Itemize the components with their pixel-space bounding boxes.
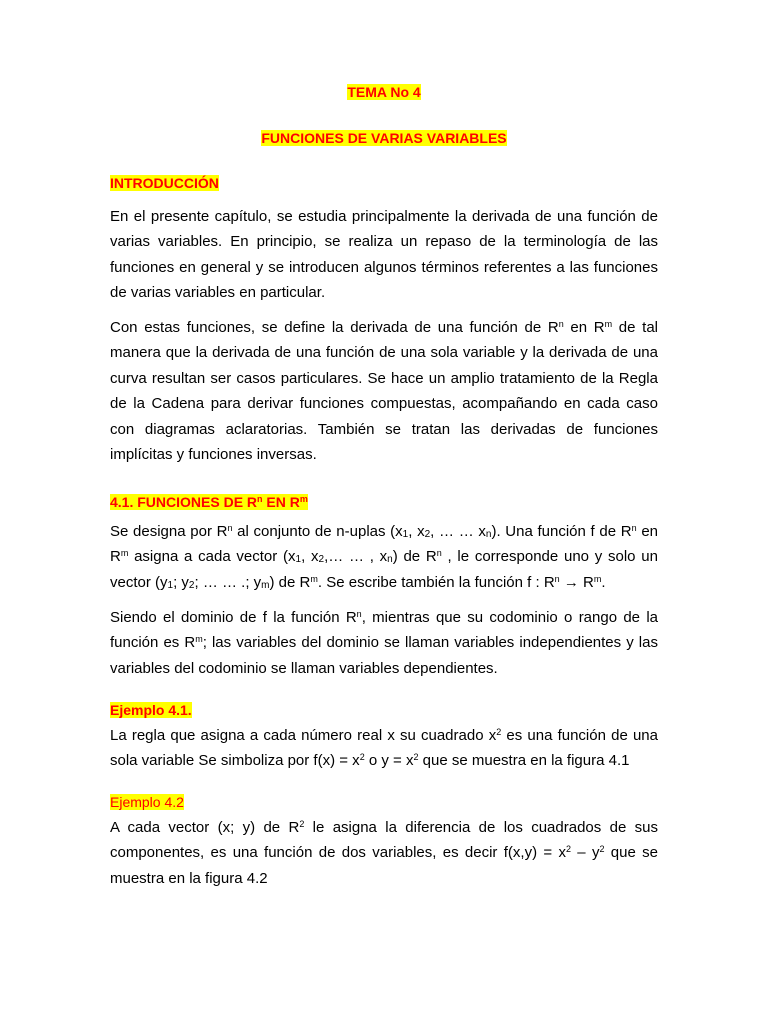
intro-heading-line: [110, 175, 658, 193]
section-41-text-1: Se designa por $R^n$ al conjunto de n-uplas ($x_1$, $x_2$, … … $x_n$). Una función f de $R^n$ en $R^m$ asigna a cada vector ($x_1$, $x_2,\dots$ … , $x_n$) de $R^n$ , le corresponde uno y solo un vector ($y_1$; $y_2$; … … .; $y_m$) de $R^m$. Se escribe también la función f : $R^n \to R^m$.: [110, 523, 659, 591]
ejemplo-41-heading: Ejemplo 4.1.: [110, 702, 192, 718]
ejemplo-42-heading-line: [110, 794, 658, 812]
ejemplo-41-paragraph: [110, 723, 658, 774]
section-41-text-2: Siendo el dominio de f la función $R^n$, mientras que su codominio o rango de la función es $R^m$; las variables del dominio se llaman variables independientes y las variables del codominio se llaman variables dependientes.: [110, 609, 658, 677]
intro-text-1: En el presente capítulo, se estudia principalmente la derivada de una función de varias variables. En principio, se realiza un repaso de la terminología de las funciones en general y se introducen algunos términos referentes a las funciones de varias variables en particular.: [110, 208, 658, 302]
ejemplo-41-text: La regla que asigna a cada número real x su cuadrado $x^2$ es una función de una sola variable Se simboliza por $f(x) = x^2$ o $y = x^2$ que se muestra en la figura 4.1: [110, 727, 658, 770]
ejemplo-41-heading-line: [110, 702, 658, 720]
section-41-paragraph-2: [110, 605, 658, 681]
section-41-heading: 4.1. FUNCIONES DE $R^n$ EN $R^m$: [110, 494, 308, 510]
intro-heading: INTRODUCCIÓN: [110, 175, 219, 191]
ejemplo-42-text: A cada vector (x; y) de $R^2$ le asigna la diferencia de los cuadrados de sus componentes, es una función de dos variables, es decir $f(x,y) = x^2 - y^2$ que se muestra en la figura 4.2: [110, 819, 658, 887]
intro-text-2: Con estas funciones, se define la derivada de una función de $R^n$ en $R^m$ de tal manera que la derivada de una función de una sola variable y la derivada de una curva resultan ser casos particulares. Se hace un amplio tratamiento de la Regla de la Cadena para derivar funciones compuestas, acompañando en cada caso con diagramas aclaratorias. También se tratan las derivadas de funciones implícitas y funciones inversas.: [110, 319, 658, 464]
subtitle-line: [0, 130, 768, 148]
page-subtitle: FUNCIONES DE VARIAS VARIABLES: [261, 130, 507, 146]
intro-paragraph-1: [110, 204, 658, 306]
ejemplo-42-paragraph: [110, 815, 658, 891]
title-line: [0, 84, 768, 102]
section-41-heading-line: [110, 494, 658, 512]
section-41-paragraph-1: [110, 519, 658, 595]
page-title: TEMA No 4: [347, 84, 421, 100]
ejemplo-42-heading: Ejemplo 4.2: [110, 794, 184, 810]
intro-paragraph-2: [110, 315, 658, 467]
